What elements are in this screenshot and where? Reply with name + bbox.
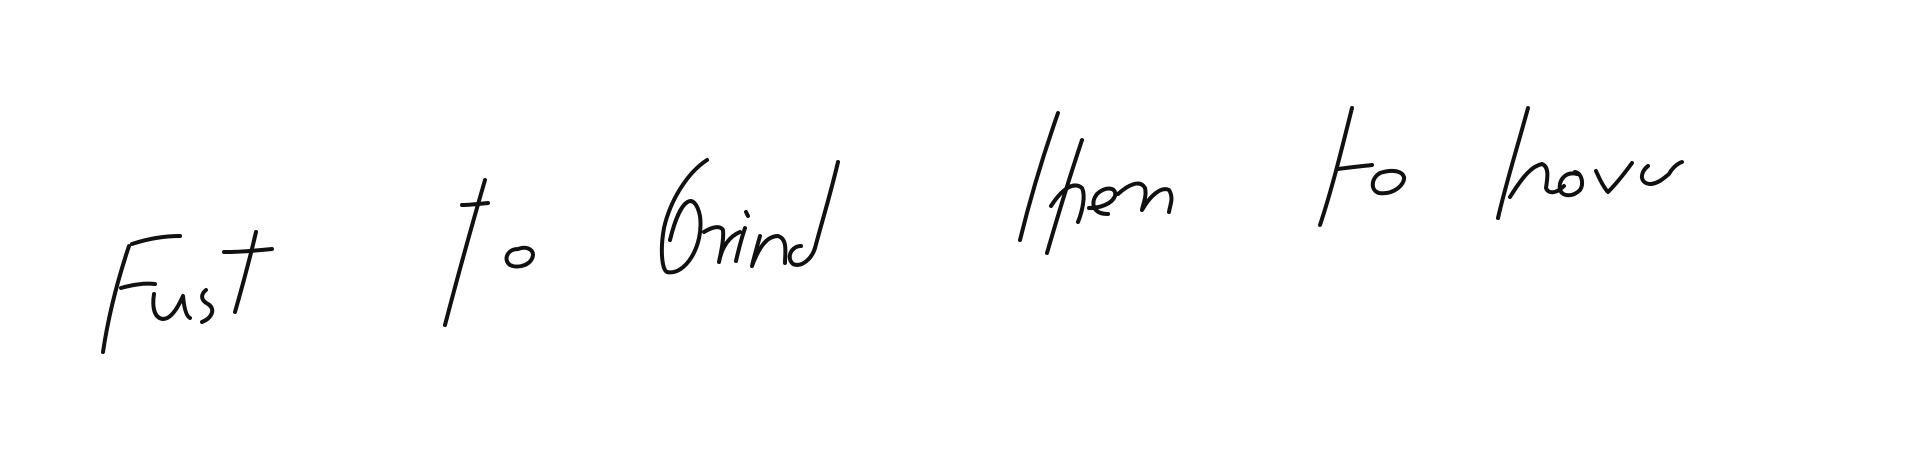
handwriting-word-4	[1020, 113, 1171, 253]
handwriting-word-3	[662, 160, 838, 272]
handwriting-word-2	[445, 180, 533, 325]
handwriting-word-6	[1498, 108, 1682, 218]
handwriting-word-5	[1320, 108, 1404, 225]
handwriting-word-1	[103, 232, 272, 352]
